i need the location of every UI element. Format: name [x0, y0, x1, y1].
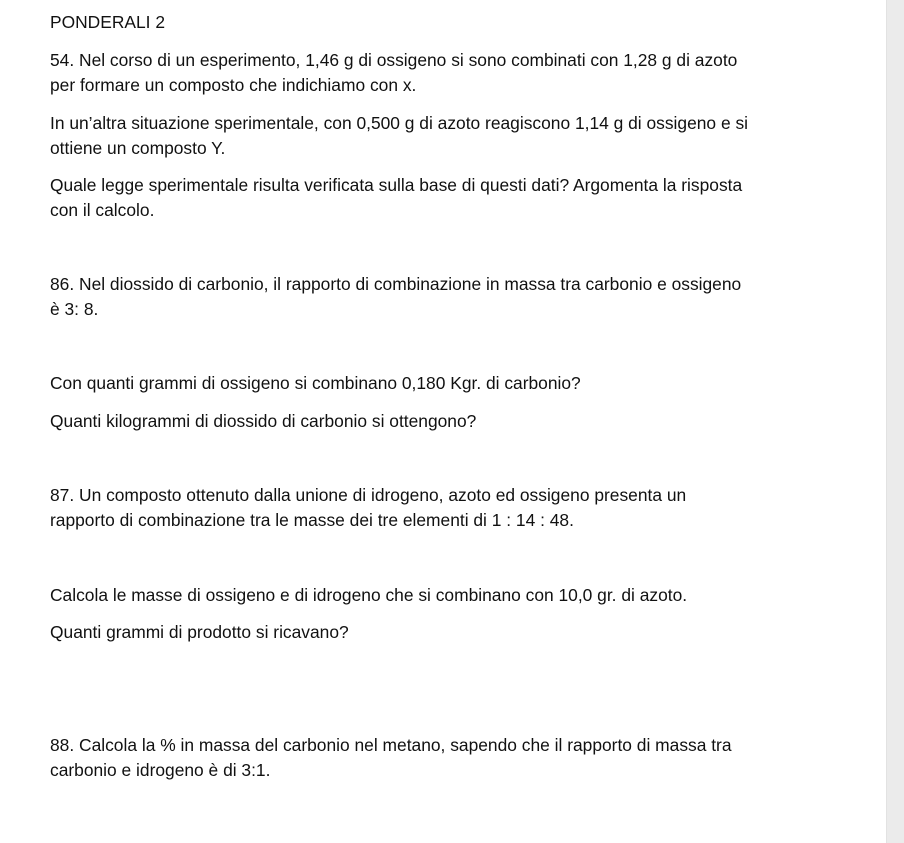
problem-86-line: Con quanti grammi di ossigeno si combinano 0,180 Kgr. di carbonio?: [50, 373, 581, 393]
problem-88-line: 88. Calcola la % in massa del carbonio nel metano, sapendo che il rapporto di massa tra: [50, 735, 732, 755]
problem-87-line: 87. Un composto ottenuto dalla unione di idrogeno, azoto ed ossigeno presenta un: [50, 485, 687, 505]
problem-88-line: carbonio e idrogeno è di 3:1.: [50, 760, 271, 780]
problem-54-line: Quale legge sperimentale risulta verificata sulla base di questi dati? Argomenta la risposta: [50, 175, 743, 195]
problem-86-line: è 3: 8.: [50, 299, 99, 319]
problem-87-line: rapporto di combinazione tra le masse dei tre elementi di 1 : 14 : 48.: [50, 510, 574, 530]
page-title: PONDERALI 2: [50, 12, 166, 32]
problem-54-line: 54. Nel corso di un esperimento, 1,46 g di ossigeno si sono combinati con 1,28 g di azoto: [50, 50, 738, 70]
problem-87-line: Quanti grammi di prodotto si ricavano?: [50, 622, 349, 642]
problem-54-line: ottiene un composto Y.: [50, 138, 226, 158]
problem-54-line: In un’altra situazione sperimentale, con 0,500 g di azoto reagiscono 1,14 g di ossigeno e si: [50, 113, 749, 133]
problem-54-line: con il calcolo.: [50, 200, 155, 220]
problem-87-line: Calcola le masse di ossigeno e di idrogeno che si combinano con 10,0 gr. di azoto.: [50, 585, 688, 605]
problem-54-line: per formare un composto che indichiamo con x.: [50, 75, 417, 95]
problem-86-line: Quanti kilogrammi di diossido di carbonio si ottengono?: [50, 411, 477, 431]
problem-86-line: 86. Nel diossido di carbonio, il rapporto di combinazione in massa tra carbonio e ossigeno: [50, 274, 742, 294]
scrollbar-track[interactable]: [886, 0, 904, 843]
